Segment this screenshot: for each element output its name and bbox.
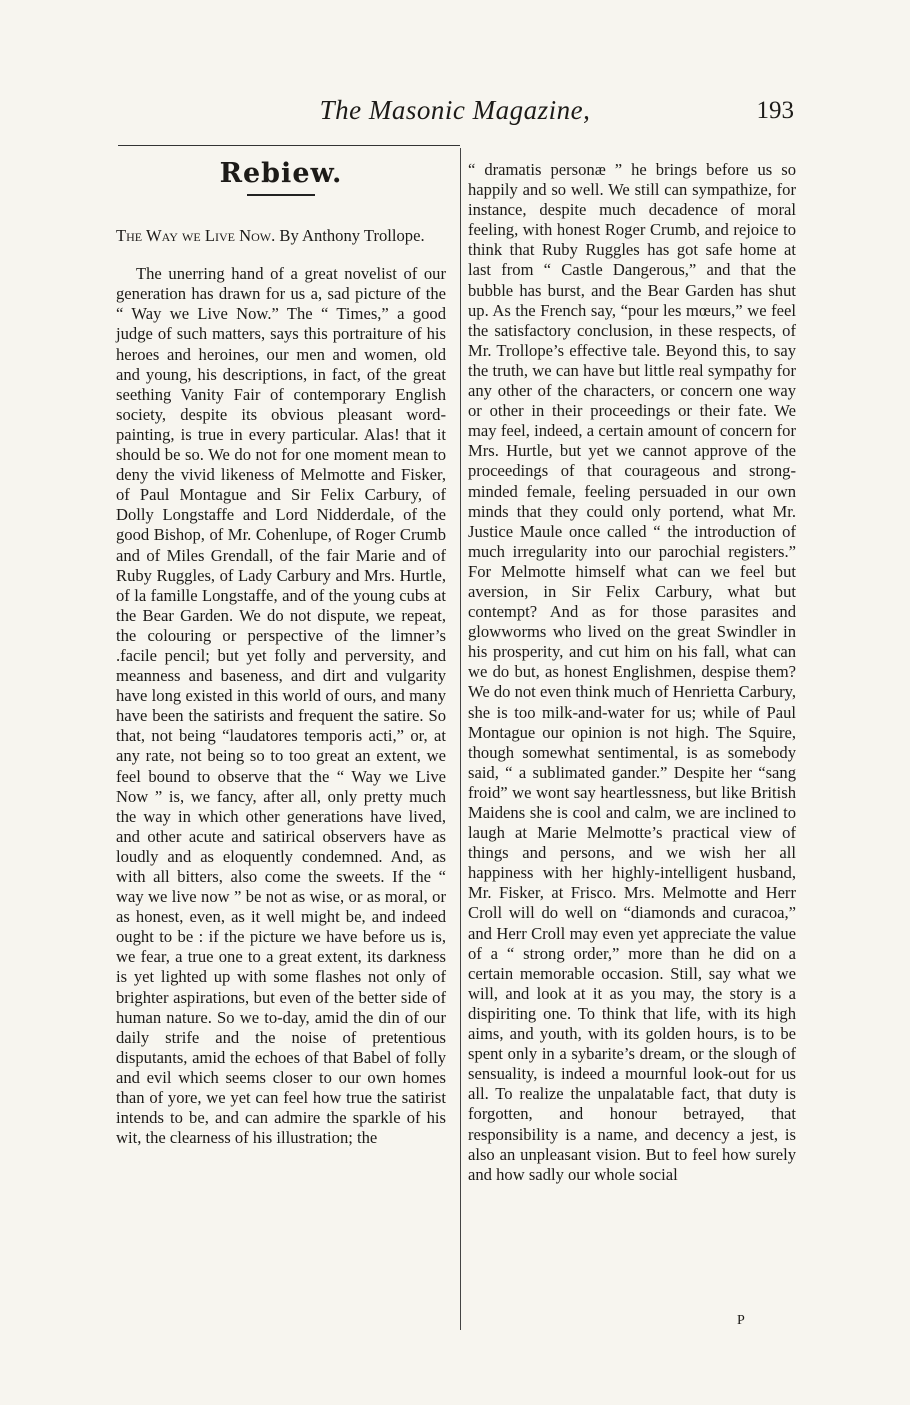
section-heading: Rebiew.: [219, 158, 343, 189]
review-title-caps: The Way we Live Now.: [116, 226, 276, 246]
body-paragraph-left: The unerring hand of a great novelist of our generation has drawn for us a, sad picture of the “ Way we Live Now.” The “ Times,” a good judge of such matters, says this portraiture of his heroes and heroines, our men and women, old and young, his descriptions, in fact, of the great seething Vanity Fair of contemporary English society, despite its obvious pleasant word-painting, is true in every particular. Alas! that it should be so. We do not for one moment mean to deny the vivid likeness of Melmotte and Fisker, of Paul Montague and Sir Felix Carbury, of Dolly Longstaffe and Lord Nidderdale, of the good Bishop, of Mr. Cohenlupe, of Roger Crumb and of Miles Grendall, of the fair Marie and of Ruby Ruggles, of Lady Carbury and Mrs. Hurtle, of la famille Longstaffe, and of the young cubs at the Bear Garden. We do not dispute, we repeat, the colouring or perspective of the limner’s .facile pencil; but yet folly and perversity, and meanness and baseness, and dirt and vulgarity have long existed in this world of ours, and many have been the satirists and frequent the satire. So that, not being “laudatores temporis acti,” or, at any rate, not being so to too great an extent, we feel bound to observe that the “ Way we Live Now ” is, we fancy, after all, only pretty much the way in which other generations have lived, and other acute and satirical observers have as loudly and as eloquently condemned. And, as with all bitters, also come the sweets. If the “ way we live now ” be not as wise, or as moral, or as honest, even, as it well might be, and indeed ought to be : if the picture we have before us is, we fear, a true one to a great extent, its darkness is yet lighted up with some flashes not only of brighter aspirations, but even of the better side of human nature. So we to-day, amid the din of our daily strife and the noise of pretentious disputants, amid the echoes of that Babel of folly and evil which seems closer to our own homes than of yore, we yet can feel how true the satirist intends to be, and can admire the sparkle of his wit, the clearness of his illustration; the: [116, 264, 446, 1148]
column-divider: [460, 148, 461, 1330]
review-title-rest: By Anthony Trollope.: [275, 226, 425, 246]
running-title: The Masonic Magazine,: [319, 95, 591, 125]
body-paragraph-right: “ dramatis personæ ” he brings before us so happily and so well. We still can sympathize, for instance, despite much decadence of moral feeling, with honest Roger Crumb, and rejoice to think that Ruby Ruggles has got safe home at last from “ Castle Dangerous,” and that the bubble has burst, and the Bear Garden has shut up. As the French say, “pour les mœurs,” we feel the satisfactory conclusion, in these respects, of Mr. Trollope’s effective tale. Beyond this, to say the truth, we can have but little real sympathy for any other of the characters, or concern one way or other in their proceedings or their fate. We may feel, indeed, a certain amount of concern for Mrs. Hurtle, but yet we cannot approve of the proceedings of that courageous and strong-minded female, feeling persuaded in our own minds that they could only portend, what Mr. Justice Maule once called “ the introduction of much irregularity into our parochial registers.” For Melmotte himself what can we feel but aversion, in Sir Felix Carbury, what but contempt? And as for those parasites and glowworms who lived on the great Swindler in his prosperity, and cut him on his fall, what can we do but, as honest Englishmen, despise them? We do not even think much of Henrietta Carbury, she is too milk-and-water for us; while of Paul Montague our opinion is not high. The Squire, though somewhat sentimental, is as somebody said, “ a sublimated gander.” Despite her “sang froid” we wont say heartlessness, but like British Maidens she is cool and calm, we are inclined to laugh at Marie Melmotte’s practical view of things and persons, and we wish her all happiness with her highly-intelligent husband, Mr. Fisker, at Frisco. Mrs. Melmotte and Herr Croll will do well on “diamonds and curacoa,” and Herr Croll may even yet appreciate the value of a “ strong order,” more than he did on a certain memorable occasion. Still, say what we will, and look at it as you may, the story is a dispiriting one. To think that life, with its high aims, and youth, with its golden hours, is to be spent only in a sybarite’s dream, or the slough of sensuality, is indeed a mournful look-out for us all. To realize the unpalatable fact, that duty is forgotten, and honour betrayed, that responsibility is a name, and decency a jest, is also an unpleasant vision. But to feel how surely and how sadly our whole social: [468, 160, 796, 1184]
heading-rule: [247, 194, 315, 196]
page-number: 193: [756, 97, 794, 124]
review-title: [116, 226, 446, 246]
header-rule: [118, 145, 460, 146]
signature-mark: P: [737, 1313, 745, 1328]
left-column: [116, 150, 446, 1148]
running-header: [0, 95, 910, 135]
right-column: [468, 160, 796, 1185]
